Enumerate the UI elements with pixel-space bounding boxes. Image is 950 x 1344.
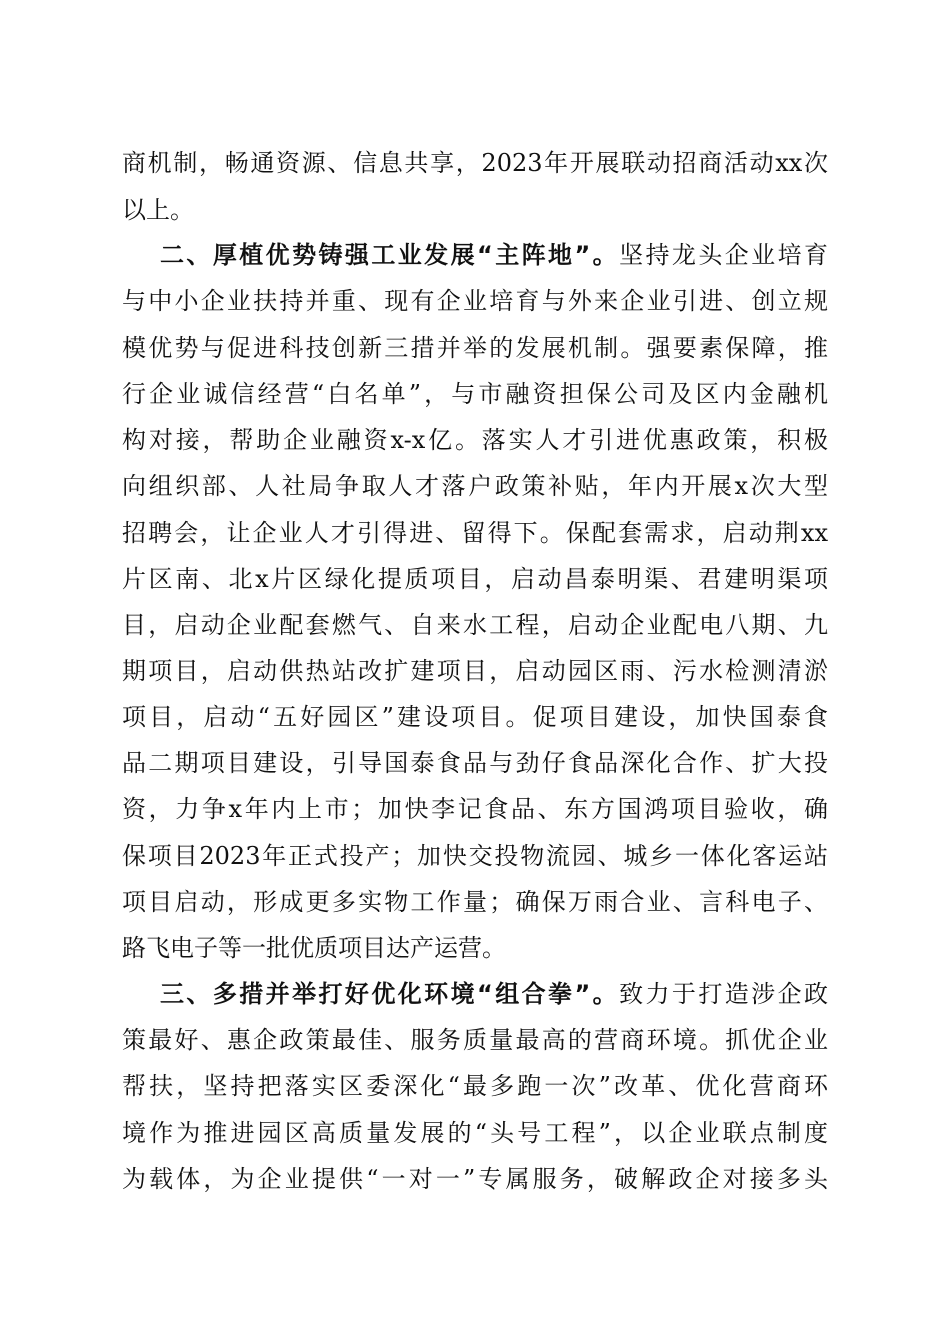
section-heading-3: 三、多措并举打好优化环境“组合拳”。: [160, 980, 620, 1008]
paragraph-line: 策最好、惠企政策最佳、服务质量最高的营商环境。抓优企业: [122, 1026, 828, 1054]
paragraph-line: 资，力争x年内上市；加快李记食品、东方国鸿项目验收，确: [122, 795, 828, 823]
paragraph-line: 商机制，畅通资源、信息共享，2023年开展联动招商活动xx次: [122, 149, 828, 177]
paragraph-line: 期项目，启动供热站改扩建项目，启动园区雨、污水检测清淤: [122, 657, 828, 685]
paragraph-line: 招聘会，让企业人才引得进、留得下。保配套需求，启动荆xx: [122, 519, 828, 547]
section-heading-2: 二、厚植优势铸强工业发展“主阵地”。: [160, 241, 620, 269]
paragraph-line: 路飞电子等一批优质项目达产运营。: [122, 934, 506, 962]
paragraph-line: 保项目2023年正式投产；加快交投物流园、城乡一体化客运站: [122, 842, 828, 870]
paragraph-line: 项目，启动“五好园区”建设项目。促项目建设，加快国泰食: [122, 703, 828, 731]
paragraph-text: 坚持龙头企业培育: [619, 241, 829, 269]
paragraph-first-line: [160, 974, 828, 1014]
paragraph-line: 帮扶，坚持把落实区委深化“最多跑一次”改革、优化营商环: [122, 1072, 828, 1100]
paragraph-line: 向组织部、人社局争取人才落户政策补贴，年内开展x次大型: [122, 472, 828, 500]
paragraph-line: 与中小企业扶持并重、现有企业培育与外来企业引进、创立规: [122, 287, 828, 315]
paragraph-line: 行企业诚信经营“白名单”，与市融资担保公司及区内金融机: [122, 380, 828, 408]
paragraph-line: 以上。: [122, 196, 194, 224]
paragraph-line: 模优势与促进科技创新三措并举的发展机制。强要素保障，推: [122, 334, 828, 362]
paragraph-line: 品二期项目建设，引导国泰食品与劲仔食品深化合作、扩大投: [122, 749, 828, 777]
paragraph-line: 构对接，帮助企业融资x-x亿。落实人才引进优惠政策，积极: [122, 426, 828, 454]
paragraph-line: 片区南、北x片区绿化提质项目，启动昌泰明渠、君建明渠项: [122, 565, 828, 593]
paragraph-text: 致力于打造涉企政: [619, 980, 829, 1008]
paragraph-line: 为载体，为企业提供“一对一”专属服务，破解政企对接多头: [122, 1165, 828, 1193]
paragraph-line: 目，启动企业配套燃气、自来水工程，启动企业配电八期、九: [122, 611, 828, 639]
paragraph-line: 项目启动，形成更多实物工作量；确保万雨合业、言科电子、: [122, 888, 828, 916]
paragraph-line: 境作为推进园区高质量发展的“头号工程”，以企业联点制度: [122, 1119, 828, 1147]
paragraph-first-line: [160, 235, 828, 275]
